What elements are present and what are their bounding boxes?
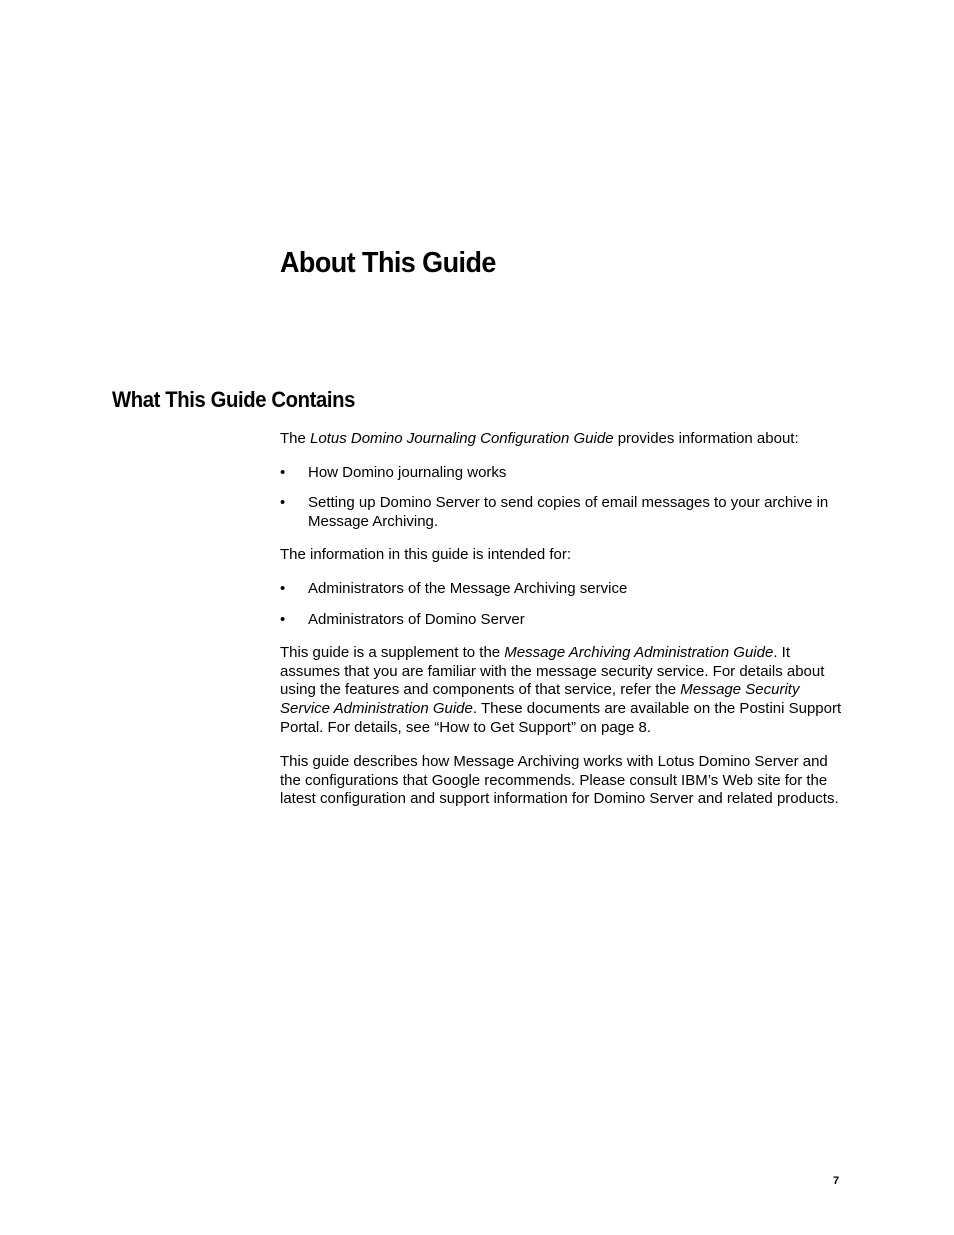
list-item	[280, 464, 845, 483]
list-item-text: How Domino journaling works	[308, 463, 507, 481]
security-guide-italic: Message Security Service Administration Guide	[280, 681, 800, 717]
supplement-paragraph: This guide is a supplement to the Message Archiving Administration Guide. It assumes that you are familiar with the message security service. For details about using the features and components of that service, refer the Message Security Service Administration Guide. These documents are available on the Postini Support Portal. For details, see “How to Get Support” on page 8.	[280, 644, 842, 736]
describes-paragraph: This guide describes how Message Archiving works with Lotus Domino Server and the configurations that Google recommends. Please consult IBM’s Web site for the latest configuration and support information for Domino Server and related products.	[280, 753, 839, 808]
page-number: 7	[833, 1175, 840, 1187]
list-item-text: Administrators of Domino Server	[308, 610, 525, 628]
intro-paragraph: The Lotus Domino Journaling Configuration Guide provides information about:	[280, 430, 799, 447]
topics-list	[280, 464, 845, 532]
bullet-marker: •	[280, 610, 286, 628]
list-item	[280, 580, 845, 599]
audience-list	[280, 580, 845, 629]
list-item	[280, 611, 845, 630]
list-item-text: Setting up Domino Server to send copies of email messages to your archive in Message Archiving.	[308, 494, 829, 530]
body-column	[280, 430, 845, 824]
bullet-marker: •	[280, 579, 286, 597]
list-item	[280, 494, 845, 531]
list-item-text: Administrators of the Message Archiving service	[308, 579, 628, 597]
bullet-marker: •	[280, 494, 286, 512]
bullet-marker: •	[280, 463, 286, 481]
section-title: What This Guide Contains	[112, 387, 356, 412]
guide-title-italic: Lotus Domino Journaling Configuration Guide	[310, 430, 614, 447]
chapter-title: About This Guide	[280, 247, 496, 279]
archiving-guide-italic: Message Archiving Administration Guide	[504, 644, 774, 662]
audience-intro-paragraph: The information in this guide is intended for:	[280, 546, 571, 564]
